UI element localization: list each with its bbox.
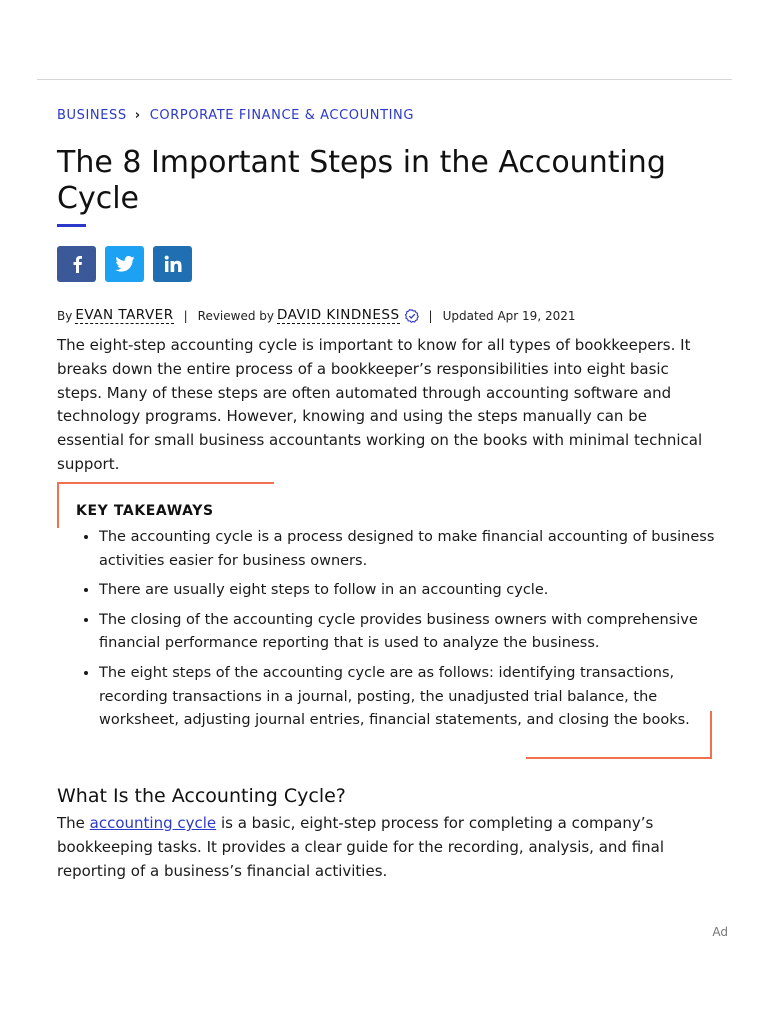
key-takeaways-list <box>81 526 719 739</box>
ad-label: Ad <box>712 925 728 939</box>
takeaways-border-left <box>57 482 59 528</box>
byline-separator: | <box>428 309 433 323</box>
section-text-start: The <box>57 814 90 832</box>
share-bar <box>57 246 192 282</box>
section-paragraph <box>57 812 717 883</box>
list-item: • The closing of the accounting cycle provides business owners with comprehensive financial performance reporting that is used to analyze the business. <box>99 609 719 657</box>
by-prefix: By <box>57 309 73 323</box>
reviewed-by-prefix: Reviewed by <box>197 309 274 323</box>
byline <box>57 308 575 324</box>
linkedin-share-button[interactable] <box>153 246 192 282</box>
byline-separator: | <box>183 309 188 323</box>
breadcrumb-business-link[interactable]: BUSINESS <box>57 108 127 123</box>
breadcrumb-corporate-finance-link[interactable]: CORPORATE FINANCE & ACCOUNTING <box>149 108 415 123</box>
key-takeaways-box <box>57 482 715 759</box>
page-title: The 8 Important Steps in the Accounting Cycle <box>57 145 666 216</box>
section-text-rest: is a basic, eight-step process for completing a company’s bookkeeping tasks. It provides a clear guide for the recording, analysis, and final reporting of a business’s financial activities. <box>57 814 665 880</box>
facebook-share-button[interactable] <box>57 246 96 282</box>
accounting-cycle-link[interactable]: accounting cycle <box>89 814 217 832</box>
breadcrumb <box>57 108 414 123</box>
list-item: • There are usually eight steps to follow in an accounting cycle. <box>99 579 719 603</box>
twitter-icon <box>115 256 135 272</box>
twitter-share-button[interactable] <box>105 246 144 282</box>
header-divider <box>37 79 732 80</box>
list-item: • The accounting cycle is a process designed to make financial accounting of business activities easier for business owners. <box>99 526 719 574</box>
verified-check-icon <box>405 309 419 323</box>
intro-paragraph: The eight-step accounting cycle is important to know for all types of bookkeepers. It breaks down the entire process of a bookkeeper’s responsibilities into eight basic steps. Many of these steps are often automated through accounting software and technology programs. However, knowing and using the steps manually can be essential for small business accountants working on the books with minimal technical support. <box>57 336 703 473</box>
linkedin-icon <box>164 255 182 273</box>
updated-date: Updated Apr 19, 2021 <box>442 309 576 323</box>
section-heading: What Is the Accounting Cycle? <box>57 785 346 807</box>
takeaways-border-bottom <box>526 757 712 759</box>
list-item: • The eight steps of the accounting cycle are as follows: identifying transactions, recording transactions in a journal, posting, the unadjusted trial balance, the worksheet, adjusting journal entries, financial statements, and closing the books. <box>99 662 719 733</box>
chevron-right-icon: › <box>134 108 141 123</box>
title-underline <box>57 224 86 227</box>
takeaways-border-top <box>57 482 274 484</box>
facebook-icon <box>70 255 84 273</box>
key-takeaways-heading: KEY TAKEAWAYS <box>76 503 214 519</box>
reviewer-link[interactable]: DAVID KINDNESS <box>277 307 400 323</box>
author-link[interactable]: EVAN TARVER <box>75 307 174 323</box>
